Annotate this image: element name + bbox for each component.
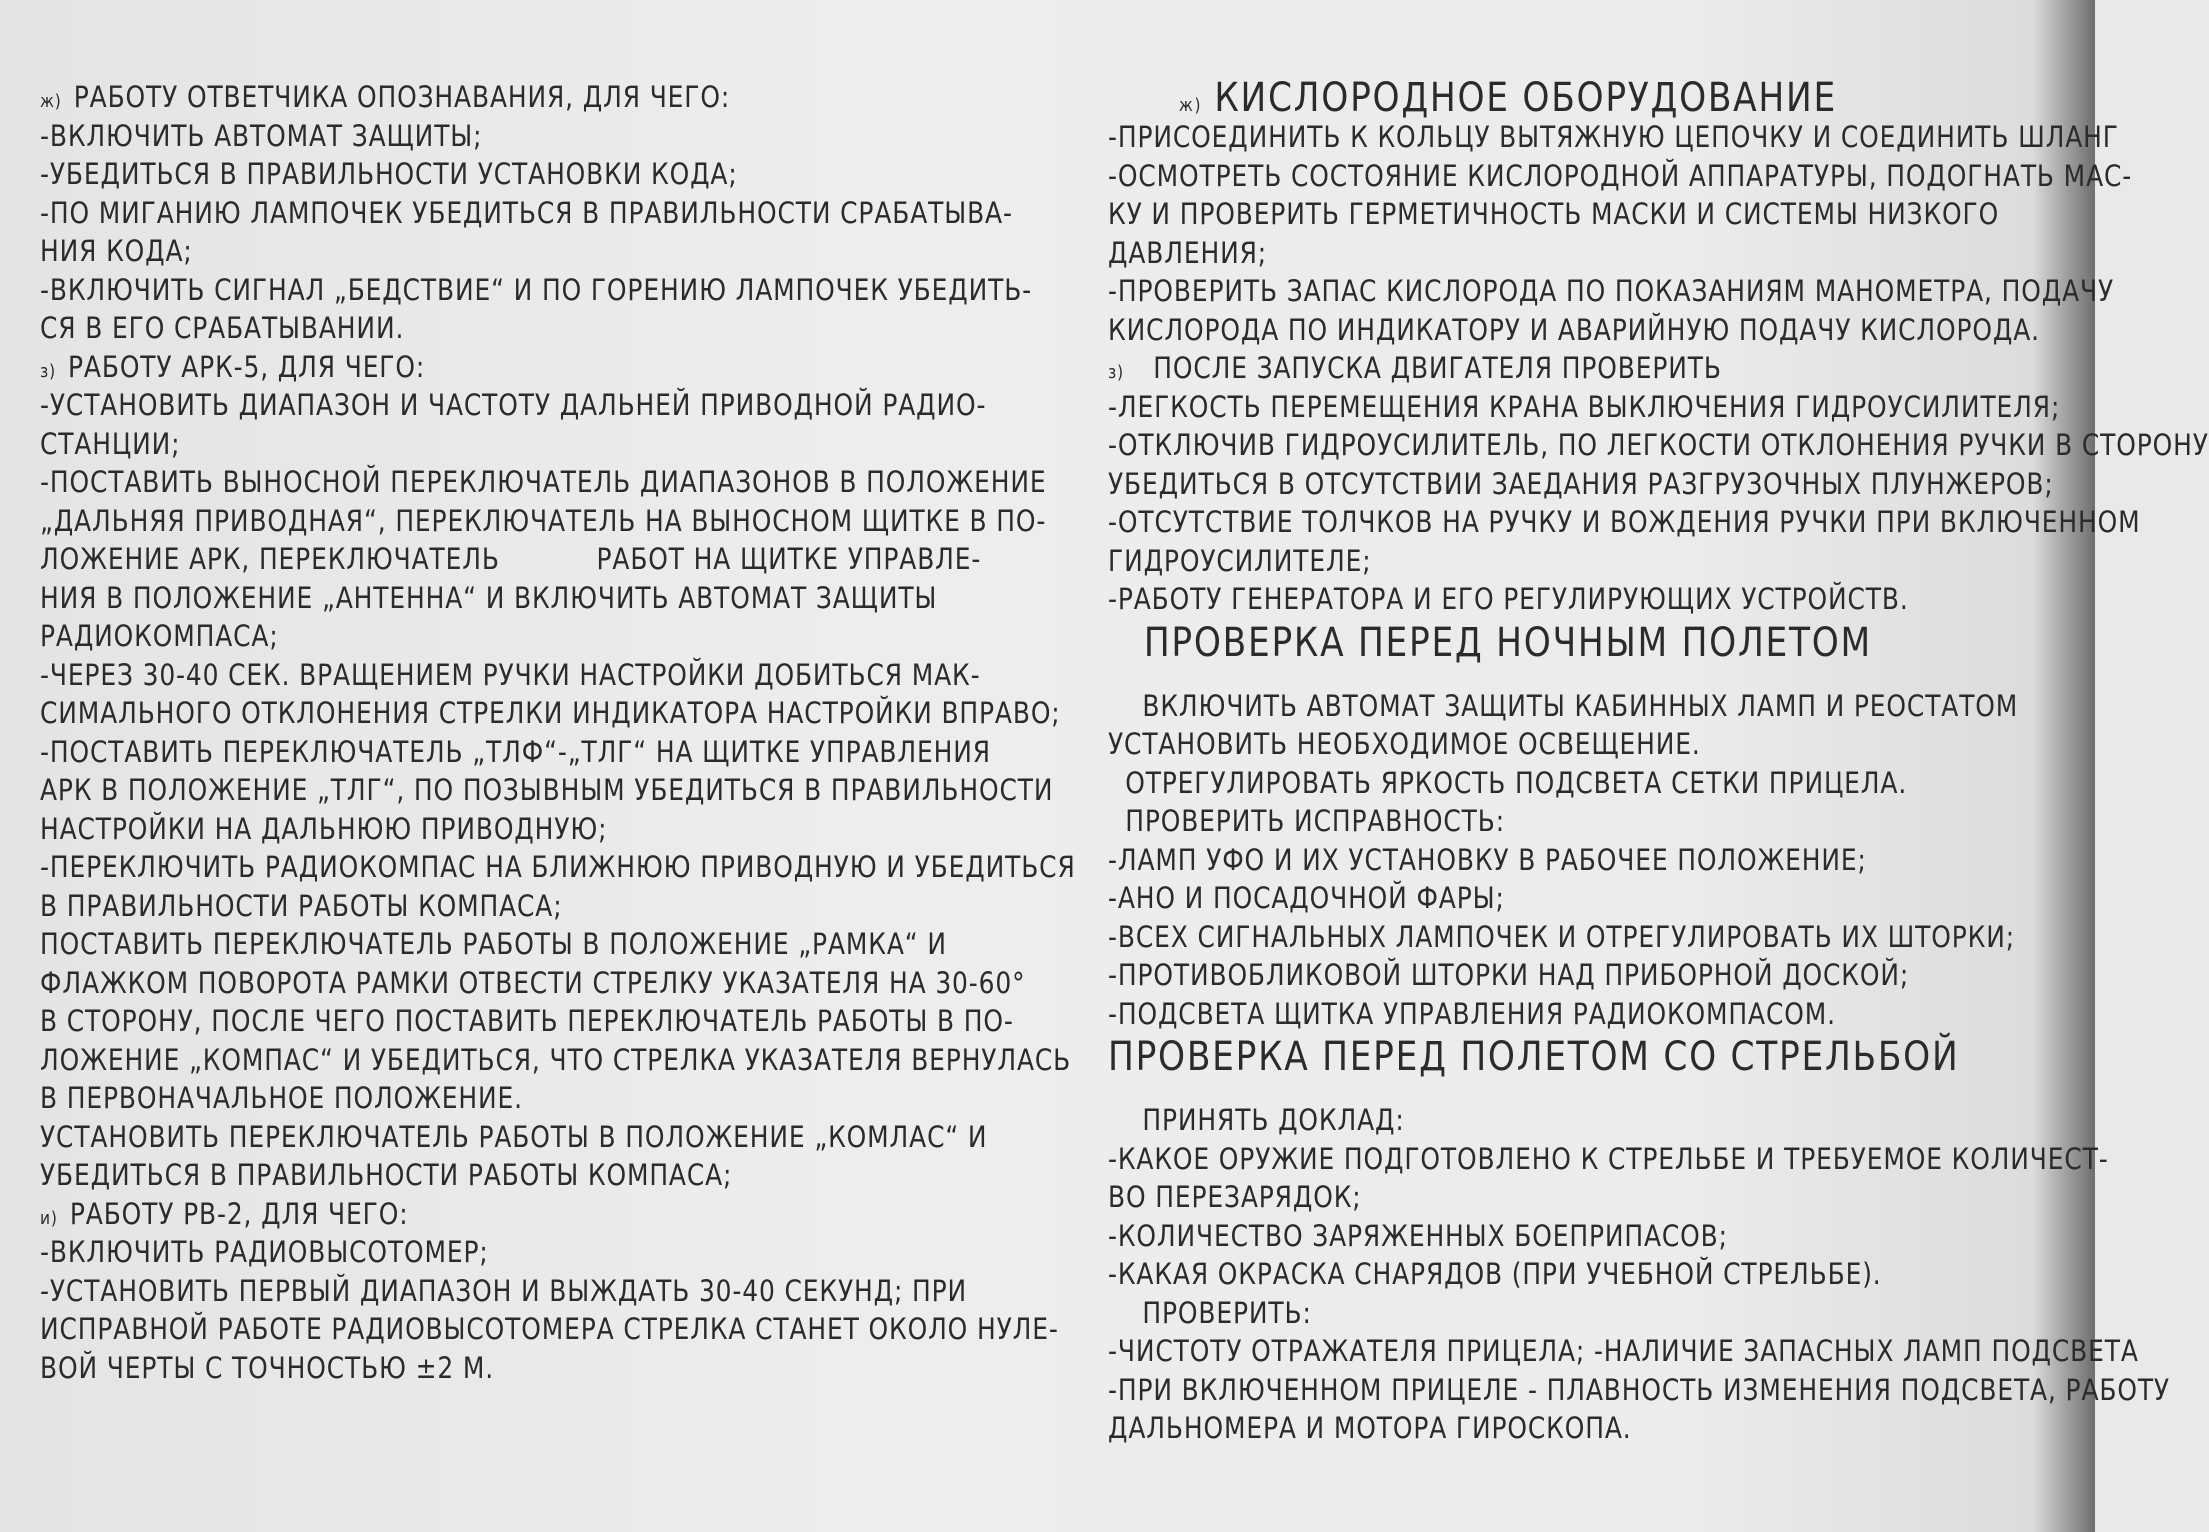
list-item: ЛОЖЕНИЕ „КОМПАС“ И УБЕДИТЬСЯ, ЧТО СТРЕЛКА УКАЗАТЕЛЯ ВЕРНУЛАСЬ bbox=[40, 1042, 1072, 1077]
spacer bbox=[1108, 1081, 2209, 1101]
list-item: РАДИОКОМПАСА; bbox=[40, 619, 279, 653]
list-item: -УБЕДИТЬСЯ В ПРАВИЛЬНОСТИ УСТАНОВКИ КОДА; bbox=[40, 157, 738, 191]
section-marker-i: и) bbox=[40, 1207, 58, 1229]
list-item: ГИДРОУСИЛИТЕЛЕ; bbox=[1108, 543, 1372, 578]
list-item: В ПЕРВОНАЧАЛЬНОЕ ПОЛОЖЕНИЕ. bbox=[40, 1081, 523, 1115]
list-item: ОТРЕГУЛИРОВАТЬ ЯРКОСТЬ ПОДСВЕТА СЕТКИ ПРИЦЕЛА. bbox=[1125, 765, 1908, 800]
list-item: НАСТРОЙКИ НА ДАЛЬНЮЮ ПРИВОДНУЮ; bbox=[40, 811, 608, 846]
heading-night-flight: ПРОВЕРКА ПЕРЕД НОЧНЫМ ПОЛЕТОМ bbox=[1143, 619, 1872, 666]
spacer bbox=[1108, 667, 2209, 687]
section-marker-zh: ж) bbox=[1178, 95, 1203, 116]
list-item: -ПОСТАВИТЬ ВЫНОСНОЙ ПЕРЕКЛЮЧАТЕЛЬ ДИАПАЗОНОВ В ПОЛОЖЕНИЕ bbox=[40, 465, 1047, 499]
list-item: НИЯ КОДА; bbox=[40, 234, 193, 268]
list-item: -РАБОТУ ГЕНЕРАТОРА И ЕГО РЕГУЛИРУЮЩИХ УСТРОЙСТВ. bbox=[1108, 582, 1909, 616]
list-item: -ВКЛЮЧИТЬ РАДИОВЫСОТОМЕР; bbox=[40, 1235, 489, 1269]
list-item: СИМАЛЬНОГО ОТКЛОНЕНИЯ СТРЕЛКИ ИНДИКАТОРА НАСТРОЙКИ ВПРАВО; bbox=[40, 696, 1061, 730]
list-item: -ВКЛЮЧИТЬ СИГНАЛ „БЕДСТВИЕ“ И ПО ГОРЕНИЮ ЛАМПОЧЕК УБЕДИТЬ- bbox=[40, 272, 1033, 307]
section-marker-zh: ж) bbox=[40, 91, 62, 112]
list-item: -ВКЛЮЧИТЬ АВТОМАТ ЗАЩИТЫ; bbox=[40, 118, 483, 153]
list-item: ВО ПЕРЕЗАРЯДОК; bbox=[1108, 1180, 1362, 1214]
list-item: ПРОВЕРИТЬ ИСПРАВНОСТЬ: bbox=[1125, 804, 1505, 838]
list-item: В СТОРОНУ, ПОСЛЕ ЧЕГО ПОСТАВИТЬ ПЕРЕКЛЮЧАТЕЛЬ РАБОТЫ В ПО- bbox=[40, 1004, 1014, 1038]
list-item: -ЛАМП УФО И ИХ УСТАНОВКУ В РАБОЧЕЕ ПОЛОЖЕНИЕ; bbox=[1108, 842, 1867, 877]
list-item: -ЧЕРЕЗ 30-40 СЕК. ВРАЩЕНИЕМ РУЧКИ НАСТРОЙКИ ДОБИТЬСЯ МАК- bbox=[40, 657, 981, 692]
list-item: КУ И ПРОВЕРИТЬ ГЕРМЕТИЧНОСТЬ МАСКИ И СИСТЕМЫ НИЗКОГО bbox=[1108, 197, 2000, 231]
list-item: -УСТАНОВИТЬ ДИАПАЗОН И ЧАСТОТУ ДАЛЬНЕЙ ПРИВОДНОЙ РАДИО- bbox=[40, 388, 987, 422]
list-item: УСТАНОВИТЬ НЕОБХОДИМОЕ ОСВЕЩЕНИЕ. bbox=[1108, 727, 1701, 761]
list-item: -ПОСТАВИТЬ ПЕРЕКЛЮЧАТЕЛЬ „ТЛФ“-„ТЛГ“ НА ЩИТКЕ УПРАВЛЕНИЯ bbox=[40, 734, 991, 769]
list-item: АРК В ПОЛОЖЕНИЕ „ТЛГ“, ПО ПОЗЫВНЫМ УБЕДИТЬСЯ В ПРАВИЛЬНОСТИ bbox=[40, 773, 1054, 807]
list-item: ПРОВЕРИТЬ: bbox=[1142, 1295, 1312, 1330]
list-item: НИЯ В ПОЛОЖЕНИЕ „АНТЕННА“ И ВКЛЮЧИТЬ АВТОМАТ ЗАЩИТЫ bbox=[40, 580, 938, 615]
list-item: -ЧИСТОТУ ОТРАЖАТЕЛЯ ПРИЦЕЛА; -НАЛИЧИЕ ЗАПАСНЫХ ЛАМП ПОДСВЕТА bbox=[1108, 1334, 2139, 1368]
list-item: з) ПОСЛЕ ЗАПУСКА ДВИГАТЕЛЯ ПРОВЕРИТЬ bbox=[1108, 351, 1722, 385]
right-column bbox=[1108, 75, 2209, 1448]
list-item: УБЕДИТЬСЯ В ПРАВИЛЬНОСТИ РАБОТЫ КОМПАСА; bbox=[40, 1158, 733, 1192]
list-item: -ПЕРЕКЛЮЧИТЬ РАДИОКОМПАС НА БЛИЖНЮЮ ПРИВОДНУЮ И УБЕДИТЬСЯ bbox=[40, 850, 1076, 884]
list-item: -ОТСУТСТВИЕ ТОЛЧКОВ НА РУЧКУ И ВОЖДЕНИЯ РУЧКИ ПРИ ВКЛЮЧЕННОМ bbox=[1108, 505, 2141, 539]
list-item: ПРИНЯТЬ ДОКЛАД: bbox=[1142, 1103, 1405, 1137]
list-item: -КАКАЯ ОКРАСКА СНАРЯДОВ (ПРИ УЧЕБНОЙ СТРЕЛЬБЕ). bbox=[1108, 1257, 1882, 1291]
list-item: ДАЛЬНОМЕРА И МОТОРА ГИРОСКОПА. bbox=[1108, 1411, 1632, 1445]
list-item: -ПОДСВЕТА ЩИТКА УПРАВЛЕНИЯ РАДИОКОМПАСОМ. bbox=[1108, 996, 1836, 1031]
list-item: з) РАБОТУ АРК-5, ДЛЯ ЧЕГО: bbox=[40, 349, 426, 384]
section-marker-z: з) bbox=[1108, 362, 1124, 383]
list-item: СТАНЦИИ; bbox=[40, 426, 181, 461]
list-item: -ПРОТИВОБЛИКОВОЙ ШТОРКИ НАД ПРИБОРНОЙ ДОСКОЙ; bbox=[1108, 958, 1910, 992]
list-item: УБЕДИТЬСЯ В ОТСУТСТВИИ ЗАЕДАНИЯ РАЗГРУЗОЧНЫХ ПЛУНЖЕРОВ; bbox=[1108, 466, 2054, 501]
list-item: -ОТКЛЮЧИВ ГИДРОУСИЛИТЕЛЬ, ПО ЛЕГКОСТИ ОТКЛОНЕНИЯ РУЧКИ В СТОРОНУ bbox=[1108, 428, 2209, 462]
list-item: В ПРАВИЛЬНОСТИ РАБОТЫ КОМПАСА; bbox=[40, 888, 563, 923]
list-item: ПОСТАВИТЬ ПЕРЕКЛЮЧАТЕЛЬ РАБОТЫ В ПОЛОЖЕНИЕ „РАМКА“ И bbox=[40, 927, 947, 961]
list-item: ДАВЛЕНИЯ; bbox=[1108, 235, 1268, 270]
list-item: -ПРИ ВКЛЮЧЕННОМ ПРИЦЕЛЕ - ПЛАВНОСТЬ ИЗМЕНЕНИЯ ПОДСВЕТА, РАБОТУ bbox=[1108, 1372, 2170, 1407]
list-item: и) РАБОТУ РВ-2, ДЛЯ ЧЕГО: bbox=[40, 1196, 409, 1231]
list-item: -АНО И ПОСАДОЧНОЙ ФАРЫ; bbox=[1108, 881, 1505, 915]
list-item: ИСПРАВНОЙ РАБОТЕ РАДИОВЫСОТОМЕРА СТРЕЛКА СТАНЕТ ОКОЛО НУЛЕ- bbox=[40, 1312, 1059, 1346]
heading-oxygen: ж) КИСЛОРОДНОЕ ОБОРУДОВАНИЕ bbox=[1178, 75, 1837, 121]
list-item: ФЛАЖКОМ ПОВОРОТА РАМКИ ОТВЕСТИ СТРЕЛКУ УКАЗАТЕЛЯ НА 30-60° bbox=[40, 965, 1026, 1000]
list-item: „ДАЛЬНЯЯ ПРИВОДНАЯ“, ПЕРЕКЛЮЧАТЕЛЬ НА ВЫНОСНОМ ЩИТКЕ В ПО- bbox=[40, 503, 1047, 538]
list-item: -ПРОВЕРИТЬ ЗАПАС КИСЛОРОДА ПО ПОКАЗАНИЯМ МАНОМЕТРА, ПОДАЧУ bbox=[1108, 274, 2115, 308]
list-item: -КОЛИЧЕСТВО ЗАРЯЖЕННЫХ БОЕПРИПАСОВ; bbox=[1108, 1218, 1728, 1253]
list-item: -ЛЕГКОСТЬ ПЕРЕМЕЩЕНИЯ КРАНА ВЫКЛЮЧЕНИЯ ГИДРОУСИЛИТЕЛЯ; bbox=[1108, 389, 2061, 424]
list-item: КИСЛОРОДА ПО ИНДИКАТОРУ И АВАРИЙНУЮ ПОДАЧУ КИСЛОРОДА. bbox=[1108, 312, 2040, 347]
list-item: ВОЙ ЧЕРТЫ С ТОЧНОСТЬЮ ±2 М. bbox=[40, 1350, 495, 1385]
left-column bbox=[40, 78, 1076, 1387]
list-item: СЯ В ЕГО СРАБАТЫВАНИИ. bbox=[40, 311, 405, 345]
list-item: -ВСЕХ СИГНАЛЬНЫХ ЛАМПОЧЕК И ОТРЕГУЛИРОВАТЬ ИХ ШТОРКИ; bbox=[1108, 919, 2016, 954]
list-item: -КАКОЕ ОРУЖИЕ ПОДГОТОВЛЕНО К СТРЕЛЬБЕ И ТРЕБУЕМОЕ КОЛИЧЕСТ- bbox=[1108, 1141, 2109, 1176]
heading-firing-flight: ПРОВЕРКА ПЕРЕД ПОЛЕТОМ СО СТРЕЛЬБОЙ bbox=[1108, 1034, 1960, 1080]
list-item: УСТАНОВИТЬ ПЕРЕКЛЮЧАТЕЛЬ РАБОТЫ В ПОЛОЖЕНИЕ „КОМЛАС“ И bbox=[40, 1119, 988, 1154]
list-item: -УСТАНОВИТЬ ПЕРВЫЙ ДИАПАЗОН И ВЫЖДАТЬ 30-40 СЕКУНД; ПРИ bbox=[40, 1273, 968, 1308]
list-item: -ПРИСОЕДИНИТЬ К КОЛЬЦУ ВЫТЯЖНУЮ ЦЕПОЧКУ И СОЕДИНИТЬ ШЛАНГ bbox=[1108, 120, 2119, 154]
list-item: ЛОЖЕНИЕ АРК, ПЕРЕКЛЮЧАТЕЛЬ РАБОТ НА ЩИТКЕ УПРАВЛЕ- bbox=[40, 542, 982, 576]
list-item: -ПО МИГАНИЮ ЛАМПОЧЕК УБЕДИТЬСЯ В ПРАВИЛЬНОСТИ СРАБАТЫВА- bbox=[40, 195, 1013, 230]
section-marker-z: з) bbox=[40, 360, 56, 382]
list-item: ВКЛЮЧИТЬ АВТОМАТ ЗАЩИТЫ КАБИННЫХ ЛАМП И РЕОСТАТОМ bbox=[1142, 688, 2019, 723]
list-item: ж) РАБОТУ ОТВЕТЧИКА ОПОЗНАВАНИЯ, ДЛЯ ЧЕГО: bbox=[40, 80, 731, 114]
list-item: -ОСМОТРЕТЬ СОСТОЯНИЕ КИСЛОРОДНОЙ АППАРАТУРЫ, ПОДОГНАТЬ МАС- bbox=[1108, 158, 2133, 193]
